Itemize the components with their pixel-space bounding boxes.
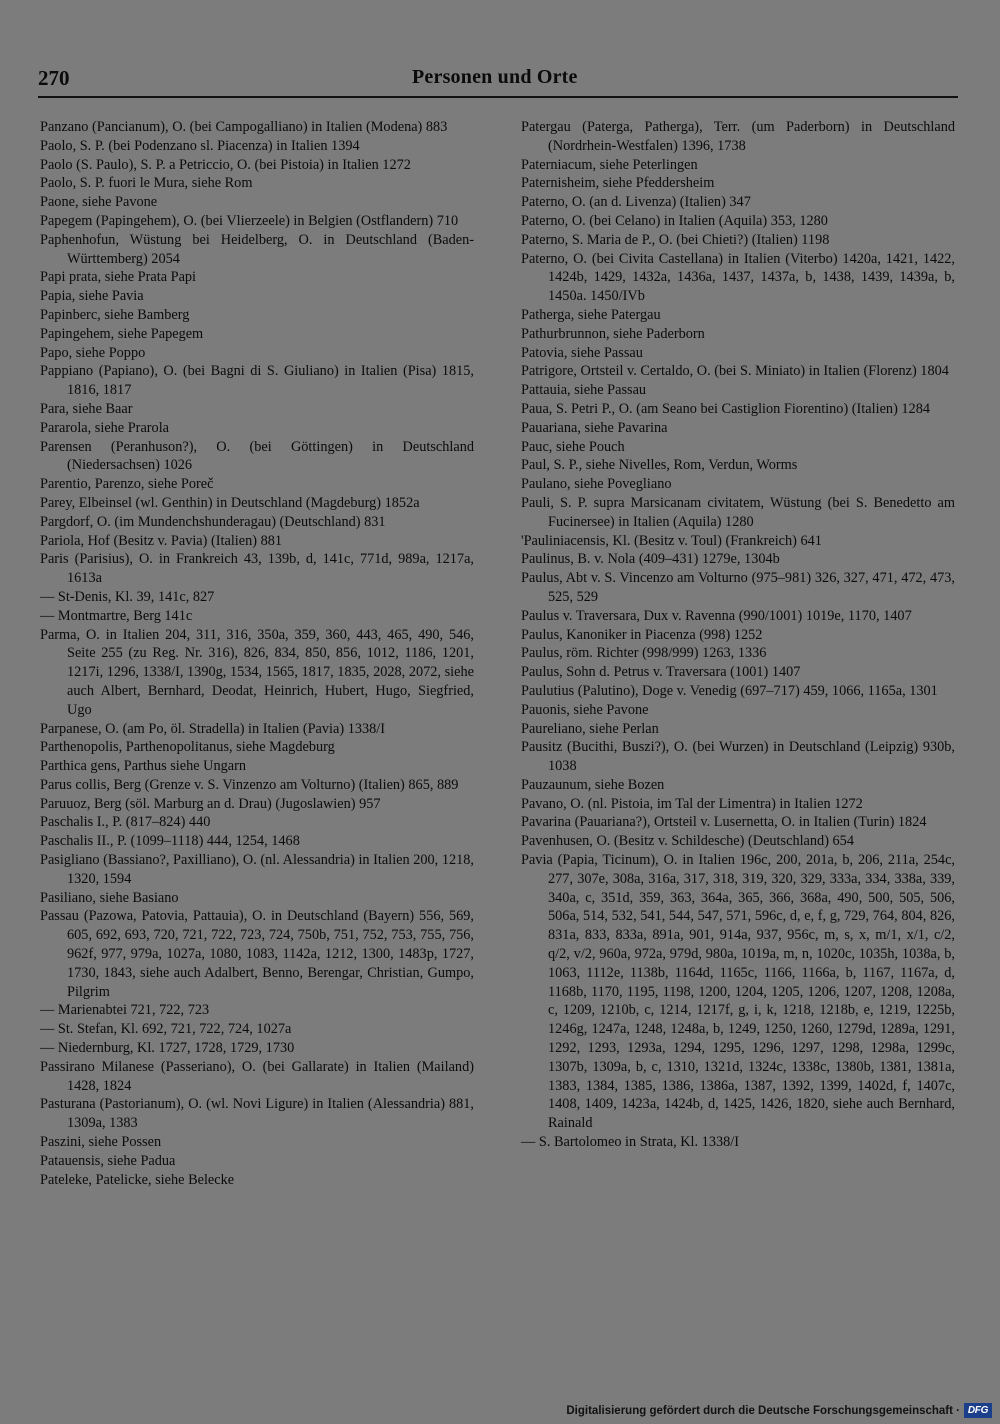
- index-entry: — St. Stefan, Kl. 692, 721, 722, 724, 1027a: [40, 1021, 292, 1038]
- footer-credit: [566, 1403, 992, 1418]
- index-entry: Papegem (Papingehem), O. (bei Vlierzeele) in Belgien (Ostflandern) 710: [40, 212, 459, 229]
- index-column-left: [40, 118, 474, 1189]
- footer-text: Digitalisierung gefördert durch die Deutsche Forschungsgemeinschaft ·: [566, 1404, 960, 1417]
- index-entry: Pathurbrunnon, siehe Paderborn: [521, 325, 705, 342]
- index-entry: Parthica gens, Parthus siehe Ungarn: [40, 758, 247, 775]
- index-entry: Parus collis, Berg (Grenze v. S. Vinzenzo am Volturno) (Italien) 865, 889: [40, 776, 459, 793]
- index-entry: Paone, siehe Pavone: [40, 194, 158, 211]
- index-entry: Pappiano (Papiano), O. (bei Bagni di S. Giuliano) in Italien (Pisa) 1815, 1816, 1817: [40, 363, 474, 399]
- index-entry: Paulus, Kanoniker in Piacenza (998) 1252: [521, 626, 763, 643]
- index-entry: Papingehem, siehe Papegem: [40, 325, 204, 342]
- index-entry: Parma, O. in Italien 204, 311, 316, 350a, 359, 360, 443, 465, 490, 546, Seite 255 (zu Reg. Nr. 316), 826, 834, 850, 856, 1012, 1186, 1201, 1217i, 1296, 1338/I, 1390g, 1534, 1565, 1817, 1835, 2028, 2072, siehe auch Albert, Bernhard, Deodat, Heinrich, Hubert, Hugo, Siegfried, Ugo: [40, 626, 474, 718]
- index-entry: Paua, S. Petri P., O. (am Seano bei Castiglion Fiorentino) (Italien) 1284: [521, 400, 930, 417]
- index-entry: Pasturana (Pastorianum), O. (wl. Novi Ligure) in Italien (Alessandria) 881, 1309a, 1383: [40, 1096, 474, 1132]
- index-entry: Paulano, siehe Povegliano: [521, 476, 672, 493]
- index-entry: Pauc, siehe Pouch: [521, 438, 625, 455]
- index-entry: Paterno, S. Maria de P., O. (bei Chieti?) (Italien) 1198: [521, 231, 830, 248]
- index-entry: Pavano, O. (nl. Pistoia, im Tal der Limentra) in Italien 1272: [521, 795, 863, 812]
- index-entry: Pauariana, siehe Pavarina: [521, 419, 668, 436]
- index-entry: Patauensis, siehe Padua: [40, 1152, 176, 1169]
- index-entry: Paterno, O. (bei Celano) in Italien (Aquila) 353, 1280: [521, 212, 828, 229]
- running-head-title: Personen und Orte: [412, 66, 578, 88]
- index-entry: Paruuoz, Berg (söl. Marburg an d. Drau) (Jugoslawien) 957: [40, 795, 381, 812]
- index-entry: Parey, Elbeinsel (wl. Genthin) in Deutschland (Magdeburg) 1852a: [40, 494, 420, 511]
- index-entry: Paternisheim, siehe Pfeddersheim: [521, 175, 715, 192]
- index-entry: Pavia (Papia, Ticinum), O. in Italien 196c, 200, 201a, b, 206, 211a, 254c, 277, 307e, 308a, 316a, 317, 318, 319, 320, 329, 333a, 334, 338a, 339, 340a, c, 351d, 359, 363, 364a, 365, 366, 368a, 490, 500, 505, 506, 506a, 514, 532, 541, 544, 547, 571, 596c, d, e, f, g, 729, 764, 804, 826, 831a, 833, 833a, 891a, 901, 914a, 937, 956c, m, s, x, m/1, x/1, c/2, q/2, v/2, 960a, 972a, 979d, 980a, 1019a, m, n, 1020c, 1035h, 1038a, b, 1063, 1112e, 1138b, 1164d, 1165c, 1166, 1166a, b, 1167, 1167a, d, 1168b, 1170, 1195, 1198, 1200, 1204, 1205, 1206, 1207, 1208, 1208a, c, 1209, 1210b, c, 1214, 1217f, g, i, k, 1218, 1218b, e, 1219, 1225b, 1246g, 1247a, 1248, 1248a, b, 1249, 1250, 1260, 1279d, 1289a, 1291, 1292, 1293, 1293a, 1294, 1295, 1296, 1297, 1298, 1298a, 1299c, 1307b, 1309a, b, c, 1310, 1321d, 1324c, 1338c, 1380b, 1381, 1381a, 1383, 1384, 1385, 1386, 1386a, 1387, 1392, 1399, 1402d, f, 1407c, 1408, 1409, 1423a, 1424b, d, 1425, 1426, 1820, siehe auch Bernhard, Rainald: [521, 852, 955, 1132]
- index-entry: Papi prata, siehe Prata Papi: [40, 269, 197, 286]
- index-entry: Pavenhusen, O. (Besitz v. Schildesche) (Deutschland) 654: [521, 833, 854, 850]
- index-entry: Paolo, S. P. fuori le Mura, siehe Rom: [40, 175, 253, 192]
- index-entry: Paterniacum, siehe Peterlingen: [521, 156, 698, 173]
- index-entry: Parentio, Parenzo, siehe Poreč: [40, 476, 214, 493]
- index-entry: Patovia, siehe Passau: [521, 344, 643, 361]
- index-entry: — Montmartre, Berg 141c: [40, 607, 193, 624]
- index-entry: Paphenhofun, Wüstung bei Heidelberg, O. in Deutschland (Baden-Württemberg) 2054: [40, 231, 474, 267]
- index-entry: Pavarina (Pauariana?), Ortsteil v. Lusernetta, O. in Italien (Turin) 1824: [521, 814, 927, 831]
- index-column-right: [521, 118, 955, 1152]
- index-entry: Pateleke, Patelicke, siehe Belecke: [40, 1171, 235, 1188]
- index-entry: Para, siehe Baar: [40, 400, 133, 417]
- index-entry: Passau (Pazowa, Patovia, Pattauia), O. in Deutschland (Bayern) 556, 569, 605, 692, 693, 720, 721, 722, 723, 724, 750b, 751, 752, 753, 755, 756, 962f, 977, 979a, 1027a, 1080, 1083, 1142a, 1212, 1300, 1483p, 1727, 1730, 1843, siehe auch Adalbert, Benno, Berengar, Christian, Gumpo, Pilgrim: [40, 908, 474, 1000]
- header-rule: [38, 96, 958, 98]
- index-entry: Pasigliano (Bassiano?, Paxilliano), O. (nl. Alessandria) in Italien 200, 1218, 1320, 1594: [40, 852, 474, 887]
- index-entry: Paul, S. P., siehe Nivelles, Rom, Verdun, Worms: [521, 457, 798, 474]
- index-entry: Paolo, S. P. (bei Podenzano sl. Piacenza) in Italien 1394: [40, 137, 360, 154]
- index-entry: Pasiliano, siehe Basiano: [40, 889, 179, 906]
- index-entry: Papia, siehe Pavia: [40, 288, 144, 305]
- index-entry: Patrigore, Ortsteil v. Certaldo, O. (bei S. Miniato) in Italien (Florenz) 1804: [521, 363, 949, 380]
- index-entry: Papo, siehe Poppo: [40, 344, 146, 361]
- index-entry: 'Pauliniacensis, Kl. (Besitz v. Toul) (Frankreich) 641: [521, 532, 822, 549]
- index-entry: Panzano (Pancianum), O. (bei Campogalliano) in Italien (Modena) 883: [40, 119, 448, 135]
- index-entry: Parpanese, O. (am Po, öl. Stradella) in Italien (Pavia) 1338/I: [40, 720, 386, 737]
- index-entry: Pargdorf, O. (im Mundenchshunderagau) (Deutschland) 831: [40, 513, 386, 530]
- index-entry: Paterno, O. (bei Civita Castellana) in Italien (Viterbo) 1420a, 1421, 1422, 1424b, 1429, 1432a, 1436a, 1437, 1437a, b, 1438, 1439, 1439a, b, 1450a. 1450/IVb: [521, 250, 955, 305]
- index-entry: Paulutius (Palutino), Doge v. Venedig (697–717) 459, 1066, 1165a, 1301: [521, 682, 938, 699]
- index-entry: — Niedernburg, Kl. 1727, 1728, 1729, 1730: [40, 1040, 295, 1057]
- index-entry: Paureliano, siehe Perlan: [521, 720, 659, 737]
- index-entry: Pauzaunum, siehe Bozen: [521, 776, 665, 793]
- index-entry: — St-Denis, Kl. 39, 141c, 827: [40, 588, 215, 605]
- index-entry: Paulinus, B. v. Nola (409–431) 1279e, 1304b: [521, 551, 780, 568]
- index-entry: Pariola, Hof (Besitz v. Pavia) (Italien) 881: [40, 532, 283, 549]
- index-entry: Paulus, Abt v. S. Vincenzo am Volturno (975–981) 326, 327, 471, 472, 473, 525, 529: [521, 570, 955, 605]
- index-entry: Paris (Parisius), O. in Frankreich 43, 139b, d, 141c, 771d, 989a, 1217a, 1613a: [40, 551, 474, 587]
- index-entry: Parensen (Peranhuson?), O. (bei Göttingen) in Deutschland (Niedersachsen) 1026: [40, 438, 474, 474]
- index-entry: Paterno, O. (an d. Livenza) (Italien) 347: [521, 194, 751, 211]
- index-entry: Papinberc, siehe Bamberg: [40, 306, 190, 323]
- index-entry: Pauli, S. P. supra Marsicanam civitatem, Wüstung (bei S. Benedetto am Fucinersee) in Italien (Aquila) 1280: [521, 494, 955, 530]
- index-entry: Pararola, siehe Prarola: [40, 419, 170, 436]
- index-entry: Paulus, röm. Richter (998/999) 1263, 1336: [521, 645, 767, 662]
- index-entry: Pauonis, siehe Pavone: [521, 701, 649, 718]
- index-entry: Paulus, Sohn d. Petrus v. Traversara (1001) 1407: [521, 664, 801, 681]
- index-entry: Paolo (S. Paulo), S. P. a Petriccio, O. (bei Pistoia) in Italien 1272: [40, 156, 411, 173]
- index-entry: Passirano Milanese (Passeriano), O. (bei Gallarate) in Italien (Mailand) 1428, 1824: [40, 1058, 474, 1094]
- index-entry: Parthenopolis, Parthenopolitanus, siehe Magdeburg: [40, 739, 335, 756]
- page-number: 270: [38, 66, 70, 90]
- index-entry: Paschalis II., P. (1099–1118) 444, 1254, 1468: [40, 833, 300, 850]
- index-entry: Patergau (Paterga, Patherga), Terr. (um Paderborn) in Deutschland (Nordrhein-Westfalen) 1396, 1738: [521, 119, 955, 154]
- index-entry: Paszini, siehe Possen: [40, 1134, 162, 1151]
- index-entry: Pattauia, siehe Passau: [521, 382, 647, 399]
- index-entry: Pausitz (Bucithi, Buszi?), O. (bei Wurzen) in Deutschland (Leipzig) 930b, 1038: [521, 739, 955, 775]
- index-entry: Patherga, siehe Patergau: [521, 306, 661, 323]
- index-entry: — Marienabtei 721, 722, 723: [40, 1002, 210, 1019]
- index-entry: Paulus v. Traversara, Dux v. Ravenna (990/1001) 1019e, 1170, 1407: [521, 607, 912, 624]
- dfg-logo-icon: DFG: [964, 1403, 992, 1418]
- index-entry: Paschalis I., P. (817–824) 440: [40, 814, 211, 831]
- index-entry: — S. Bartolomeo in Strata, Kl. 1338/I: [521, 1134, 740, 1151]
